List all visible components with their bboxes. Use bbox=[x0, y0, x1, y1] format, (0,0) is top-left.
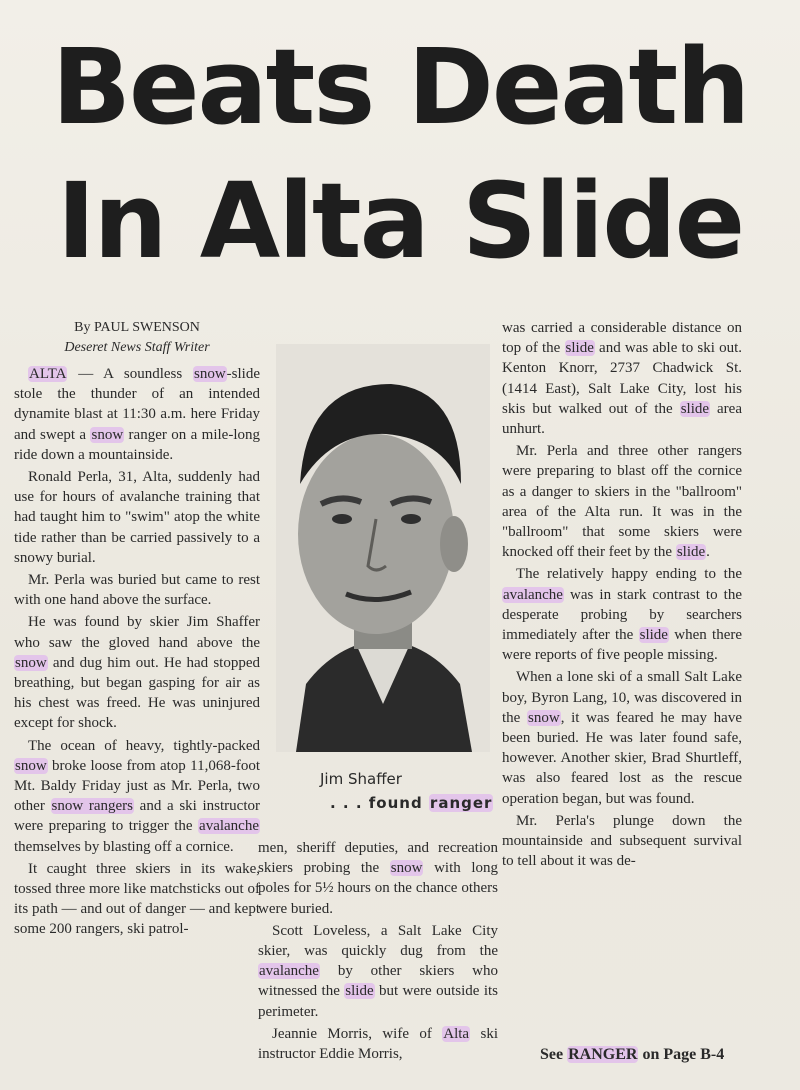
text-segment: . bbox=[706, 544, 710, 561]
paragraph bbox=[258, 838, 498, 919]
highlighted-term: slide bbox=[676, 544, 706, 561]
continuation-line bbox=[540, 1046, 760, 1064]
article-column-1 bbox=[14, 318, 260, 940]
highlighted-term: slide bbox=[345, 983, 374, 1000]
text-segment: was carried a considerable distance on top of the bbox=[502, 320, 742, 357]
highlighted-term: ALTA bbox=[29, 366, 67, 382]
paragraph bbox=[14, 612, 260, 733]
text-segment: broke loose from atop 11,068-foot Mt. Baldy Friday just as Mr. Perla, two other bbox=[14, 757, 260, 815]
byline-author: By PAUL SWENSON bbox=[74, 320, 200, 335]
caption-prefix: . . . found bbox=[330, 794, 429, 812]
text-segment: but were outside its perimeter. bbox=[258, 983, 498, 1020]
article-column-3 bbox=[502, 318, 742, 871]
highlighted-term: Alta bbox=[443, 1025, 470, 1042]
paragraph: Mr. Perla was buried but came to rest with one hand above the surface. bbox=[14, 572, 260, 609]
text-segment: and a ski instructor were preparing to trigger the bbox=[14, 798, 260, 835]
highlighted-term: snow bbox=[15, 654, 47, 671]
highlighted-term: snow bbox=[528, 709, 560, 726]
text-segment: , it was feared he may have been buried. He was later found safe, however. Another skier, Brad Shurtleff, was also feared lost as the rescue operation began, but was found. bbox=[502, 709, 742, 807]
highlighted-term: slide bbox=[639, 627, 668, 644]
see-keyword: RANGER bbox=[568, 1046, 638, 1063]
text-segment: — A soundless bbox=[67, 366, 193, 382]
highlighted-term: slide bbox=[680, 400, 710, 417]
highlighted-term: snow bbox=[194, 366, 226, 382]
paragraph: Ronald Perla, 31, Alta, suddenly had use for hours of avalanche training that had taught him to "swim" atop the white tide rather than be carried passively to a snowy burial. bbox=[14, 469, 260, 566]
text-segment: area unhurt. bbox=[502, 400, 742, 438]
text-segment: Mr. Perla and three other rangers were preparing to blast off the cornice as a danger to skiers in the "ballroom" area of the Alta run. It was in the "ballroom" that some skiers were knocked off their feet by the bbox=[502, 443, 742, 561]
text-segment: The relatively happy ending to the bbox=[516, 566, 742, 583]
see-prefix: See bbox=[540, 1046, 568, 1063]
text-segment: with long poles for 5½ hours on the chance others were buried. bbox=[258, 860, 499, 917]
text-segment: ranger on a mile-long ride down a mountainside. bbox=[14, 426, 260, 463]
highlighted-term: avalanche bbox=[199, 818, 259, 835]
paragraph bbox=[14, 736, 260, 857]
paragraph: Mr. Perla's plunge down the mountainside and subsequent survival to tell about it was de- bbox=[502, 812, 742, 870]
highlighted-term: slide bbox=[565, 340, 594, 357]
headline-line-2: In Alta Slide bbox=[56, 160, 744, 282]
text-segment: by other skiers who witnessed the bbox=[258, 963, 498, 1000]
portrait-photo bbox=[276, 344, 490, 752]
article-column-2 bbox=[258, 838, 498, 1064]
highlighted-term: snow bbox=[91, 426, 124, 443]
text-segment: and dug him out. He had stopped breathing, but began gasping for air as his chest was freed. He was uninjured except for shock. bbox=[14, 654, 260, 732]
text-segment: The ocean of heavy, tightly-packed bbox=[28, 737, 260, 754]
text-segment: when there were reports of five people missing. bbox=[502, 627, 742, 664]
paragraph bbox=[14, 364, 260, 465]
text-segment: Scott Loveless, a Salt Lake City skier, was quickly dug from the bbox=[258, 922, 498, 960]
text-segment: men, sheriff deputies, and recreation skiers probing the bbox=[258, 840, 498, 877]
text-segment: themselves by blasting off a cornice. bbox=[14, 838, 234, 855]
byline-staff: Deseret News Staff Writer bbox=[64, 340, 210, 355]
text-segment: and was able to ski out. Kenton Knorr, 2737 Chadwick St. (1414 East), Salt Lake City, lost his skis but walked out of the bbox=[502, 340, 742, 417]
headline-line-1: Beats Death bbox=[51, 26, 749, 148]
highlighted-term: snow rangers bbox=[51, 798, 133, 815]
paragraph bbox=[502, 564, 742, 665]
highlighted-term: snow bbox=[390, 860, 423, 877]
paragraph bbox=[502, 318, 742, 439]
text-segment: was in stark contrast to the desperate probing by searchers immediately after the bbox=[502, 586, 742, 644]
photo-caption-name: Jim Shaffer bbox=[320, 770, 402, 788]
paragraph bbox=[502, 441, 742, 562]
paragraph: It caught three skiers in its wake, tossed three more like matchsticks out of its path — and out of danger — and kept some 200 rangers, ski patrol- bbox=[14, 860, 260, 938]
paragraph bbox=[258, 921, 498, 1022]
text-segment: -slide stole the thunder of an intended dynamite blast at 11:30 a.m. here Friday and swept a bbox=[14, 366, 260, 443]
portrait-image bbox=[276, 344, 490, 752]
caption-highlight: ranger bbox=[429, 794, 493, 812]
highlighted-term: avalanche bbox=[503, 586, 563, 603]
text-segment: ski instructor Eddie Morris, bbox=[258, 1025, 498, 1063]
text-segment: Jeannie Morris, wife of bbox=[272, 1025, 443, 1042]
see-suffix: on Page B-4 bbox=[638, 1046, 725, 1063]
highlighted-term: avalanche bbox=[259, 963, 319, 980]
text-segment: When a lone ski of a small Salt Lake boy, Byron Lang, 10, was discovered in the bbox=[502, 669, 742, 726]
paragraph bbox=[502, 667, 742, 808]
text-segment: He was found by skier Jim Shaffer who saw the gloved hand above the bbox=[14, 614, 260, 651]
highlighted-term: snow bbox=[15, 757, 47, 774]
photo-caption-subtitle bbox=[330, 794, 510, 812]
paragraph bbox=[258, 1024, 498, 1064]
